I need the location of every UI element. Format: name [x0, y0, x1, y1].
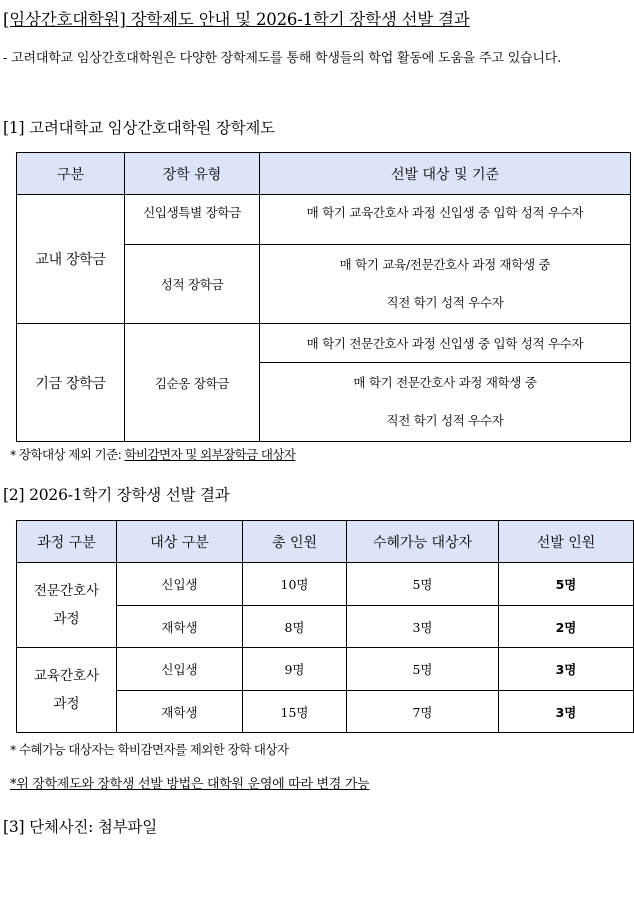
selected-cell: 2명	[499, 606, 634, 648]
selection-results-table	[16, 520, 634, 733]
selected-cell: 3명	[499, 691, 634, 733]
course-line: 과정	[53, 611, 80, 627]
exclusion-note	[10, 445, 295, 463]
course-line: 전문간호사	[33, 583, 100, 599]
total-cell: 8명	[243, 606, 347, 648]
criteria-line: 직전 학기 성적 우수자	[386, 413, 504, 428]
course-specialist	[17, 563, 117, 648]
eligible-cell: 5명	[347, 563, 499, 606]
criteria-line: 직전 학기 성적 우수자	[386, 295, 504, 310]
kim-scholarship-type: 김순옹 장학금	[125, 324, 260, 442]
table1-header-category: 구분	[17, 153, 125, 195]
table-row	[17, 195, 631, 245]
table2-header-total: 총 인원	[243, 521, 347, 563]
selected-cell: 5명	[499, 563, 634, 606]
total-cell: 15명	[243, 691, 347, 733]
criteria-line: 매 학기 전문간호사 과정 재학생 중	[353, 375, 537, 390]
table2-header-target: 대상 구분	[117, 521, 243, 563]
target-cell: 재학생	[117, 606, 243, 648]
selected-cell: 3명	[499, 648, 634, 691]
fund-scholarship-category: 기금 장학금	[17, 324, 125, 442]
target-cell: 신입생	[117, 563, 243, 606]
course-line: 과정	[53, 696, 80, 712]
exclusion-note-emphasis: 학비감면자 및 외부장학금 대상자	[124, 447, 296, 462]
page-title: [임상간호대학원] 장학제도 안내 및 2026-1학기 장학생 선발 결과	[3, 10, 470, 29]
table1-header-criteria: 선발 대상 및 기준	[260, 153, 631, 195]
section-2-heading: [2] 2026-1학기 장학생 선발 결과	[3, 486, 230, 504]
table-row	[17, 563, 634, 606]
fund-enrolled-criteria	[260, 363, 631, 442]
table-row	[17, 648, 634, 691]
table2-header-selected: 선발 인원	[499, 521, 634, 563]
exclusion-note-prefix: * 장학대상 제외 기준:	[10, 447, 125, 462]
table2-header-row	[17, 521, 634, 563]
total-cell: 10명	[243, 563, 347, 606]
table1-header-type: 장학 유형	[125, 153, 260, 195]
grade-scholarship-type: 성적 장학금	[125, 245, 260, 324]
criteria-line: 매 학기 교육/전문간호사 과정 재학생 중	[339, 257, 551, 272]
course-line: 교육간호사	[33, 668, 100, 684]
target-cell: 신입생	[117, 648, 243, 691]
eligibility-note: * 수혜가능 대상자는 학비감면자를 제외한 장학 대상자	[10, 742, 289, 757]
total-cell: 9명	[243, 648, 347, 691]
change-disclaimer: *위 장학제도와 장학생 선발 방법은 대학원 운영에 따라 변경 가능	[10, 777, 370, 792]
table2-header-course: 과정 구분	[17, 521, 117, 563]
course-education	[17, 648, 117, 733]
table2-header-eligible: 수혜가능 대상자	[347, 521, 499, 563]
freshman-special-type: 신입생특별 장학금	[125, 195, 260, 245]
eligible-cell: 3명	[347, 606, 499, 648]
target-cell: 재학생	[117, 691, 243, 733]
freshman-special-criteria: 매 학기 교육간호사 과정 신입생 중 입학 성적 우수자	[260, 195, 631, 245]
eligible-cell: 5명	[347, 648, 499, 691]
grade-scholarship-criteria	[260, 245, 631, 324]
table1-header-row	[17, 153, 631, 195]
section-3-heading: [3] 단체사진: 첨부파일	[3, 818, 158, 836]
campus-scholarship-category: 교내 장학금	[17, 195, 125, 324]
table-row	[17, 324, 631, 363]
eligible-cell: 7명	[347, 691, 499, 733]
intro-paragraph: - 고려대학교 임상간호대학원은 다양한 장학제도를 통해 학생들의 학업 활동에 도움을 주고 있습니다.	[3, 51, 562, 66]
section-1-heading: [1] 고려대학교 임상간호대학원 장학제도	[3, 119, 275, 137]
scholarship-system-table	[16, 152, 631, 442]
fund-freshman-criteria: 매 학기 전문간호사 과정 신입생 중 입학 성적 우수자	[260, 324, 631, 363]
